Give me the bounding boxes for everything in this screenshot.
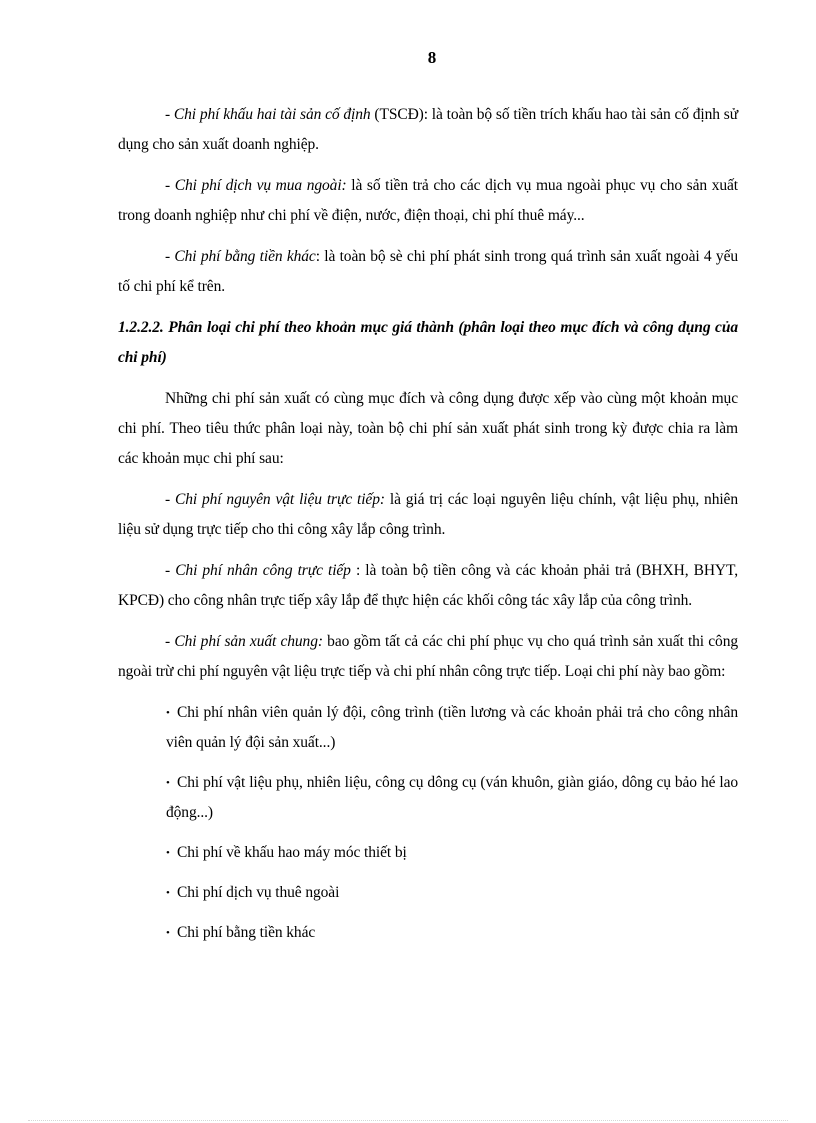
document-body — [118, 100, 738, 958]
paragraph-outsourced-services — [118, 171, 738, 231]
dash: - — [165, 106, 174, 123]
list-item — [166, 698, 738, 758]
definition-direct-materials: là giá trị các loại nguyên liệu chính, vật liệu phụ, nhiên liệu sử dụng trực tiếp cho thi công xây lắp công trình. — [118, 491, 738, 538]
list-item — [166, 878, 738, 908]
definition-outsourced-services: là số tiền trả cho các dịch vụ mua ngoài phục vụ cho sản xuất trong doanh nghiệp như chi phí về điện, nước, điện thoại, chi phí thuê máy... — [118, 177, 738, 224]
dash: - — [165, 562, 176, 579]
bullet-icon: • — [166, 777, 170, 789]
paragraph-depreciation-cost — [118, 100, 738, 160]
page-bottom-divider — [28, 1120, 788, 1121]
definition-general-production: bao gồm tất cả các chi phí phục vụ cho quá trình sản xuất thi công ngoài trừ chi phí nguyên vật liệu trực tiếp và chi phí nhân công trực tiếp. Loại chi phí này bao gồm: — [118, 633, 738, 680]
page-number: 8 — [427, 48, 437, 67]
bullet-icon: • — [166, 887, 170, 899]
list-item-text: Chi phí vật liệu phụ, nhiên liệu, công cụ dông cụ (ván khuôn, giàn giáo, dông cụ bảo hé lao động...) — [166, 774, 738, 821]
term-other-cash-costs: Chi phí bằng tiền khác — [174, 248, 316, 265]
paragraph-general-production — [118, 627, 738, 687]
list-item — [166, 768, 738, 828]
list-item-text: Chi phí về khấu hao máy móc thiết bị — [177, 844, 407, 861]
bullet-icon: • — [166, 927, 170, 939]
bullet-icon: • — [166, 707, 170, 719]
definition-other-cash-costs: : là toàn bộ sè chi phí phát sinh trong quá trình sản xuất ngoài 4 yếu tố chi phí kể trên. — [118, 248, 738, 295]
term-direct-materials: Chi phí nguyên vật liệu trực tiếp: — [174, 491, 385, 508]
term-direct-labor: Chi phí nhân công trực tiếp — [175, 562, 351, 579]
dash: - — [165, 248, 175, 265]
dash: - — [165, 491, 175, 508]
list-item-text: Chi phí bằng tiền khác — [177, 924, 316, 941]
dash: - — [165, 633, 175, 650]
definition-depreciation-cost: (TSCĐ): là toàn bộ số tiền trích khấu hao tài sản cố định sử dụng cho sản xuất doanh nghiệp. — [118, 106, 738, 153]
term-depreciation-cost: Chi phí khấu hai tài sản cố định — [173, 106, 371, 123]
paragraph-other-cash-costs — [118, 242, 738, 302]
section-heading: 1.2.2.2. Phân loại chi phí theo khoản mục giá thành (phân loại theo mục đích và công dụng của chi phí) — [118, 319, 738, 366]
list-item-text: Chi phí nhân viên quản lý đội, công trình (tiền lương và các khoản phải trả cho công nhân viên quản lý đội sản xuất...) — [166, 704, 738, 751]
definition-direct-labor: : là toàn bộ tiền công và các khoản phải trả (BHXH, BHYT, KPCĐ) cho công nhân trực tiếp xây lắp để thực hiện các khối công tác xây lắp của công trình. — [118, 562, 739, 609]
dash: - — [165, 177, 175, 194]
list-item-text: Chi phí dịch vụ thuê ngoài — [177, 884, 340, 901]
paragraph-direct-labor — [118, 556, 738, 616]
paragraph-direct-materials — [118, 485, 738, 545]
list-item — [166, 838, 738, 868]
section-intro: Những chi phí sản xuất có cùng mục đích và công dụng được xếp vào cùng một khoản mục chi phí. Theo tiêu thức phân loại này, toàn bộ chi phí sản xuất phát sinh trong kỳ được chia ra làm các khoản mục chi phí sau: — [118, 390, 738, 467]
bullet-icon: • — [166, 847, 170, 859]
list-item — [166, 918, 738, 948]
term-general-production: Chi phí sản xuất chung: — [174, 633, 323, 650]
term-outsourced-services: Chi phí dịch vụ mua ngoài: — [174, 177, 347, 194]
